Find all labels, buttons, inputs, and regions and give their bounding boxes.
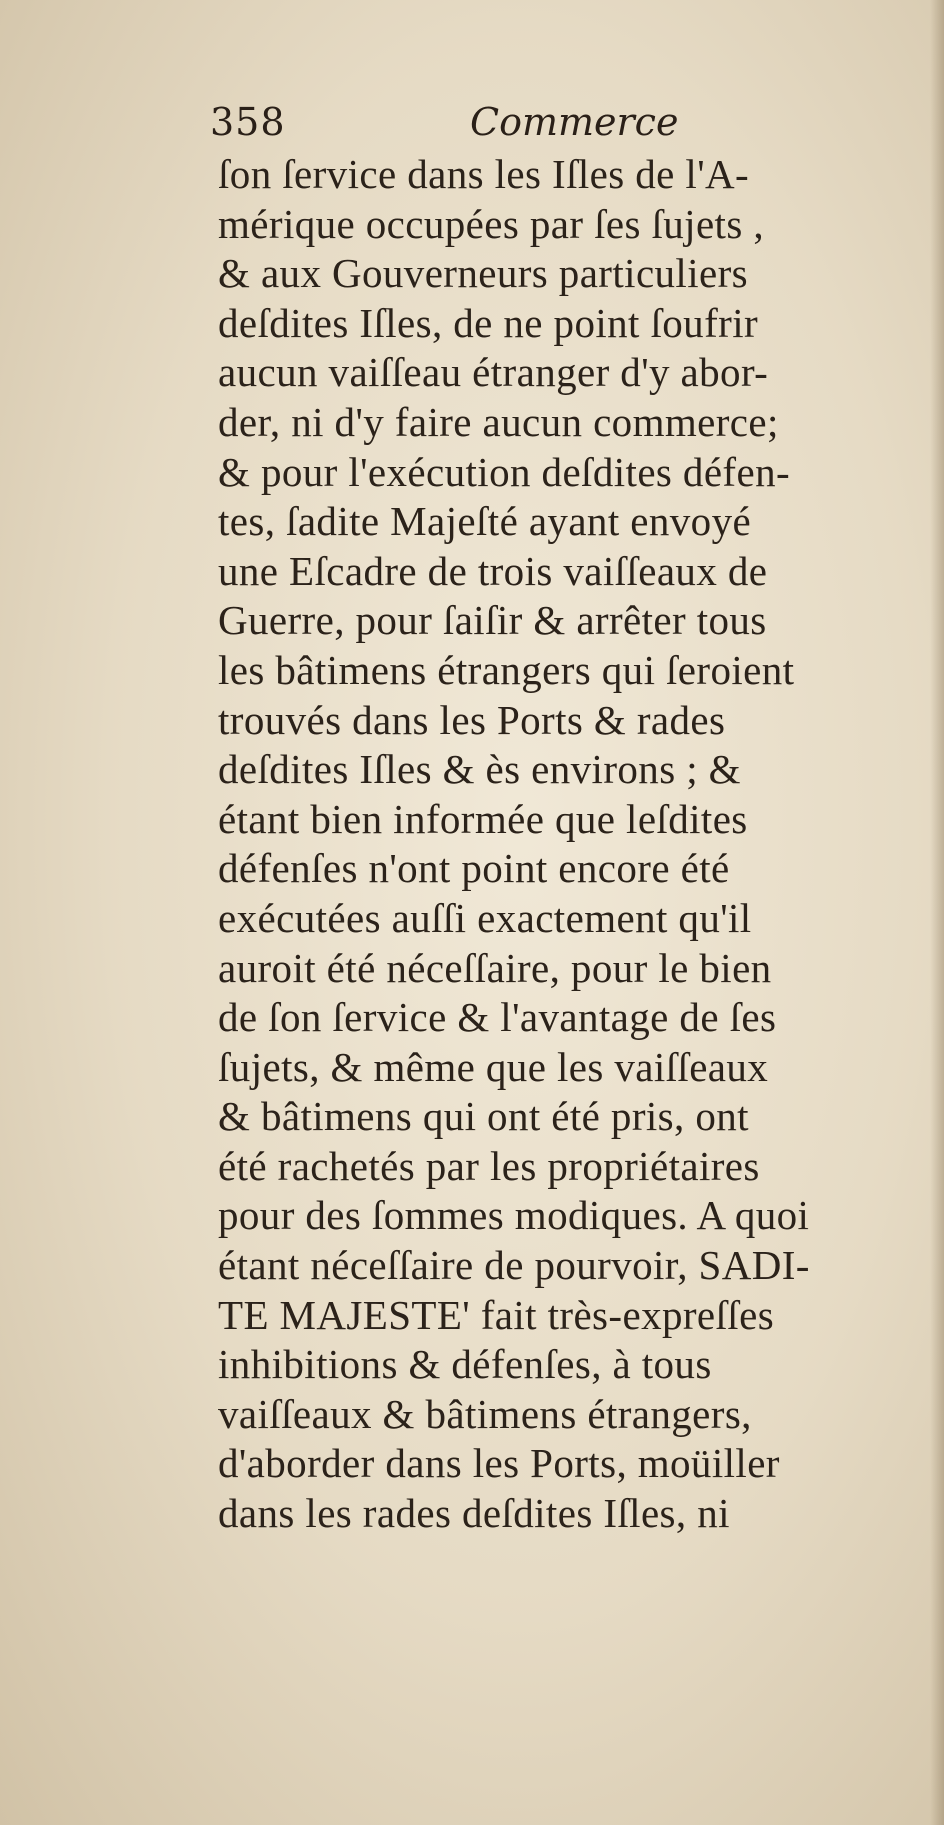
- page-header: [210, 100, 830, 150]
- running-head: Commerce: [470, 100, 679, 144]
- text-line: auroit été néceſſaire, pour le bien: [218, 944, 772, 991]
- text-line: étant bien informée que leſdites: [218, 795, 748, 842]
- text-line: TE MAJESTE' fait très-expreſſes: [218, 1291, 775, 1338]
- text-line: & pour l'exécution deſdites défen-: [218, 448, 791, 495]
- text-line: pour des ſommes modiques. A quoi: [218, 1192, 810, 1239]
- text-line: les bâtimens étrangers qui ſeroient: [218, 646, 795, 693]
- text-line: aucun vaiſſeau étranger d'y abor-: [218, 349, 769, 396]
- page-edge-shadow: [930, 0, 944, 1825]
- text-line: été rachetés par les propriétaires: [218, 1142, 760, 1189]
- text-line: ſujets, & même que les vaiſſeaux: [218, 1043, 769, 1090]
- text-line: dans les rades deſdites Iſles, ni: [218, 1490, 730, 1537]
- text-line: ſon ſervice dans les Iſles de l'A-: [218, 151, 750, 197]
- text-line: & aux Gouverneurs particuliers: [218, 250, 749, 297]
- text-line: une Eſcadre de trois vaiſſeaux de: [218, 547, 768, 594]
- text-line: tes, ſadite Majeſté ayant envoyé: [218, 498, 752, 545]
- text-line: inhibitions & défenſes, à tous: [218, 1341, 712, 1388]
- text-line: Guerre, pour ſaiſir & arrêter tous: [218, 597, 767, 644]
- text-line: vaiſſeaux & bâtimens étrangers,: [218, 1390, 752, 1437]
- page-number: 358: [210, 100, 286, 144]
- text-line: d'aborder dans les Ports, moüiller: [218, 1440, 780, 1487]
- text-line: deſdites Iſles & ès environs ; &: [218, 746, 741, 793]
- text-line: deſdites Iſles, de ne point ſoufrir: [218, 299, 759, 346]
- text-line: exécutées auſſi exactement qu'il: [218, 894, 752, 941]
- text-line: défenſes n'ont point encore été: [218, 845, 730, 892]
- text-line: trouvés dans les Ports & rades: [218, 696, 726, 743]
- text-line: étant néceſſaire de pourvoir, SADI-: [218, 1242, 810, 1289]
- body-text: [218, 150, 918, 1539]
- text-line: & bâtimens qui ont été pris, ont: [218, 1093, 749, 1140]
- text-line: mérique occupées par ſes ſujets ,: [218, 200, 764, 247]
- text-line: der, ni d'y faire aucun commerce;: [218, 398, 779, 445]
- text-line: de ſon ſervice & l'avantage de ſes: [218, 994, 777, 1041]
